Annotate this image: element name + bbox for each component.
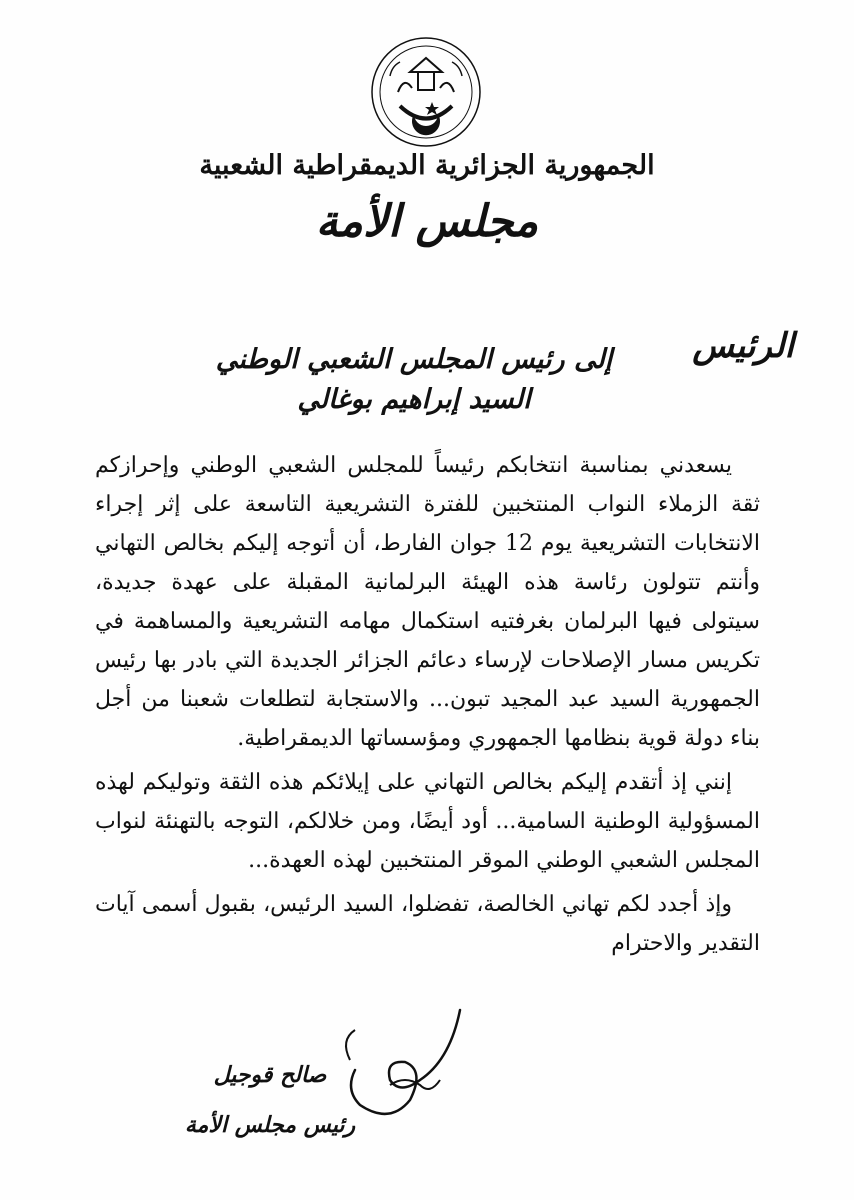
council-name: مجلس الأمة	[315, 196, 539, 247]
addressee-line-1: إلى رئيس المجلس الشعبي الوطني	[215, 344, 613, 375]
president-label: الرئيس	[692, 326, 794, 366]
paragraph-2: إنني إذ أتقدم إليكم بخالص التهاني على إيلائكم هذه الثقة وتوليكم لهذه المسؤولية الوطنية السامية... أود أيضًا، ومن خلالكم، التوجه بالتهنئة لنواب المجلس الشعبي الوطني الموقر المنتخبين لهذه العهدة...	[95, 770, 760, 873]
algeria-emblem-icon	[370, 36, 482, 148]
paragraph-3: وإذ أجدد لكم تهاني الخالصة، تفضلوا، السيد الرئيس، بقبول أسمى آيات التقدير والاحترام	[95, 892, 760, 956]
signatory	[180, 1050, 360, 1150]
signatory-title: رئيس مجلس الأمة	[184, 1112, 356, 1138]
signatory-name: صالح قوجيل	[213, 1062, 327, 1088]
letter-body	[95, 446, 760, 968]
addressee-line-2: السيد إبراهيم بوغالي	[297, 384, 531, 415]
addressee	[204, 340, 624, 420]
republic-title: الجمهورية الجزائرية الديمقراطية الشعبية	[199, 150, 655, 181]
paragraph-1: يسعدني بمناسبة انتخابكم رئيساً للمجلس الشعبي الوطني وإحرازكم ثقة الزملاء النواب المنتخبين للفترة التشريعية التاسعة على إثر إجراء الانتخابات التشريعية يوم 12 جوان الفارط، أن أتوجه إليكم بخالص التهاني وأنتم تتولون رئاسة هذه الهيئة البرلمانية المقبلة على عهدة جديدة، سيتولى فيها البرلمان بغرفتيه استكمال مهامه التشريعية والمساهمة في تكريس مسار الإصلاحات لإرساء دعائم الجزائر الجديدة التي بادر بها رئيس الجمهورية السيد عبد المجيد تبون... والاستجابة لتطلعات شعبنا من أجل بناء دولة قوية بنظامها الجمهوري ومؤسساتها الديمقراطية.	[95, 453, 761, 751]
